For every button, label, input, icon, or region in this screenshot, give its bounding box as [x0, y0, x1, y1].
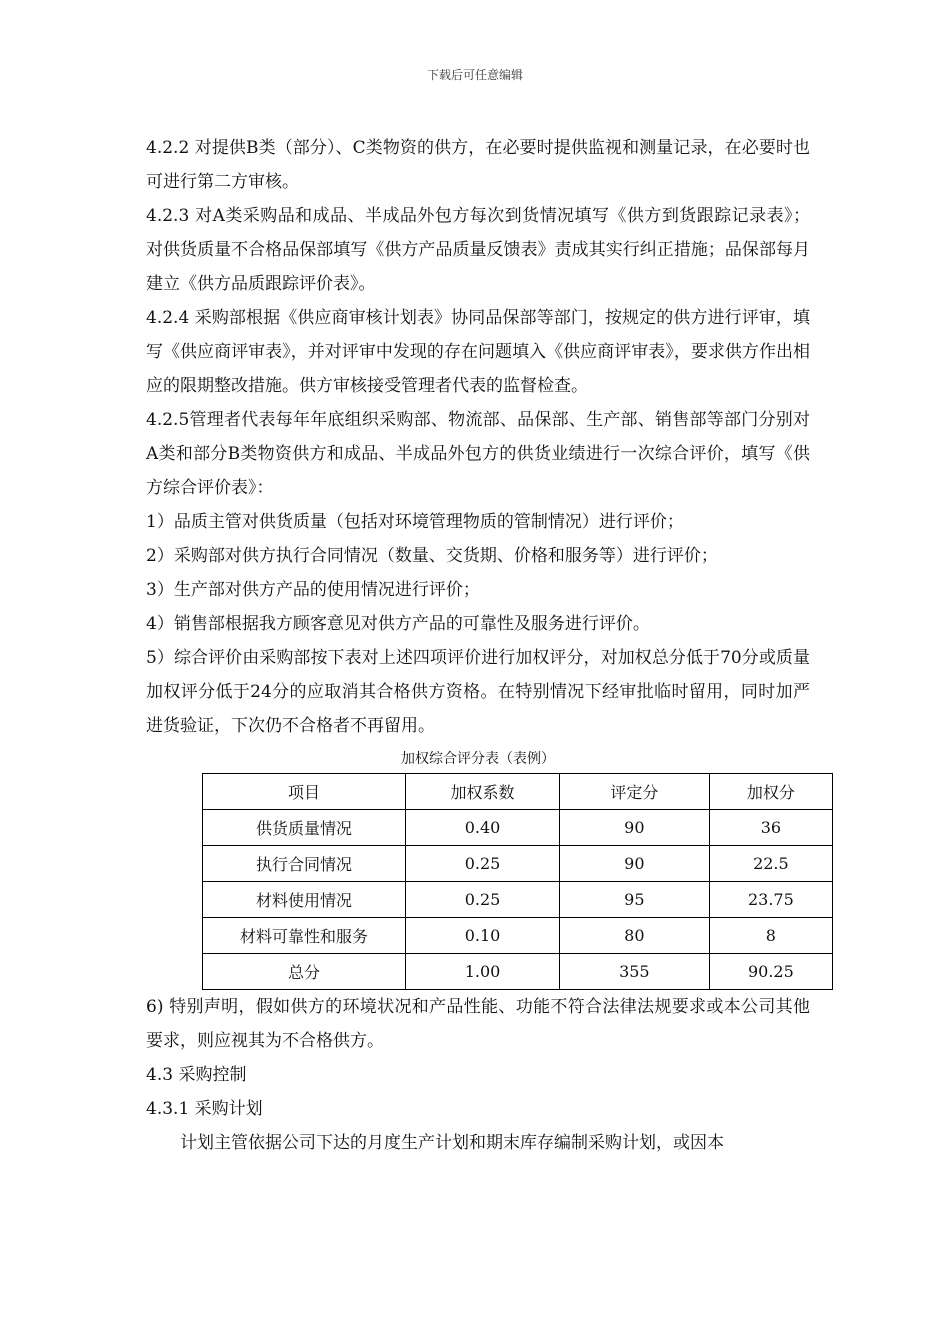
- table-cell: 90.25: [709, 954, 832, 990]
- list-item-5: 5）综合评价由采购部按下表对上述四项评价进行加权评分，对加权总分低于70分或质量加权评分低于24分的应取消其合格供方资格。在特别情况下经审批临时留用，同时加严进货验证，下次仍不合格者不再留用。: [146, 648, 810, 736]
- table-cell: 95: [559, 882, 709, 918]
- clause-4-2-3: 4.2.3 对A类采购品和成品、半成品外包方每次到货情况填写《供方到货跟踪记录表》；对供货质量不合格品保部填写《供方产品质量反馈表》责成其实行纠正措施；品保部每月建立《供方品质跟踪评价表》。: [146, 206, 810, 294]
- column-header: 加权系数: [406, 774, 560, 810]
- table-row: [203, 810, 833, 846]
- table-cell: 90: [559, 846, 709, 882]
- table-cell: 0.25: [406, 846, 560, 882]
- table-cell: 材料使用情况: [203, 882, 406, 918]
- table-cell: 23.75: [709, 882, 832, 918]
- procurement-plan-paragraph: 计划主管依据公司下达的月度生产计划和期末库存编制采购计划，或因本: [180, 1133, 724, 1153]
- table-cell: 总分: [203, 954, 406, 990]
- page-header: 下载后可任意编辑: [426, 68, 523, 82]
- column-header: 加权分: [709, 774, 832, 810]
- table-cell: 0.40: [406, 810, 560, 846]
- column-header: 项目: [203, 774, 406, 810]
- document-body: [146, 131, 810, 1160]
- table-cell: 355: [559, 954, 709, 990]
- table-cell: 执行合同情况: [203, 846, 406, 882]
- table-row: [203, 846, 833, 882]
- table-cell: 0.10: [406, 918, 560, 954]
- list-item-4: 4）销售部根据我方顾客意见对供方产品的可靠性及服务进行评价。: [146, 614, 650, 634]
- section-heading-4-3: 4.3 采购控制: [146, 1065, 247, 1085]
- table-cell: 22.5: [709, 846, 832, 882]
- clause-4-2-5: 4.2.5管理者代表每年年底组织采购部、物流部、品保部、生产部、销售部等部门分别对A类和部分B类物资供方和成品、半成品外包方的供货业绩进行一次综合评价，填写《供方综合评价表》：: [146, 410, 810, 498]
- list-item-3: 3）生产部对供方产品的使用情况进行评价；: [146, 580, 480, 600]
- table-total-row: [203, 954, 833, 990]
- table-row: [203, 918, 833, 954]
- table-cell: 供货质量情况: [203, 810, 406, 846]
- table-cell: 0.25: [406, 882, 560, 918]
- list-item-2: 2）采购部对供方执行合同情况（数量、交货期、价格和服务等）进行评价；: [146, 546, 718, 566]
- section-heading-4-3-1: 4.3.1 采购计划: [146, 1099, 263, 1119]
- table-cell: 1.00: [406, 954, 560, 990]
- weighted-score-table: [202, 773, 833, 990]
- clause-4-2-4: 4.2.4 采购部根据《供应商审核计划表》协同品保部等部门，按规定的供方进行评审，填写《供应商评审表》，并对评审中发现的存在问题填入《供应商评审表》，要求供方作出相应的限期整改措施。供方审核接受管理者代表的监督检查。: [146, 308, 810, 396]
- special-statement: 6) 特别声明，假如供方的环境状况和产品性能、功能不符合法律法规要求或本公司其他要求，则应视其为不合格供方。: [146, 997, 810, 1051]
- table-cell: 90: [559, 810, 709, 846]
- table-row: [203, 882, 833, 918]
- table-cell: 材料可靠性和服务: [203, 918, 406, 954]
- table-cell: 36: [709, 810, 832, 846]
- table-cell: 80: [559, 918, 709, 954]
- table-cell: 8: [709, 918, 832, 954]
- column-header: 评定分: [559, 774, 709, 810]
- list-item-1: 1）品质主管对供货质量（包括对环境管理物质的管制情况）进行评价；: [146, 512, 684, 532]
- clause-4-2-2: 4.2.2 对提供B类（部分）、C类物资的供方，在必要时提供监视和测量记录，在必要时也可进行第二方审核。: [146, 138, 810, 192]
- table-header-row: [203, 774, 833, 810]
- table-caption: 加权综合评分表（表例）: [401, 751, 555, 767]
